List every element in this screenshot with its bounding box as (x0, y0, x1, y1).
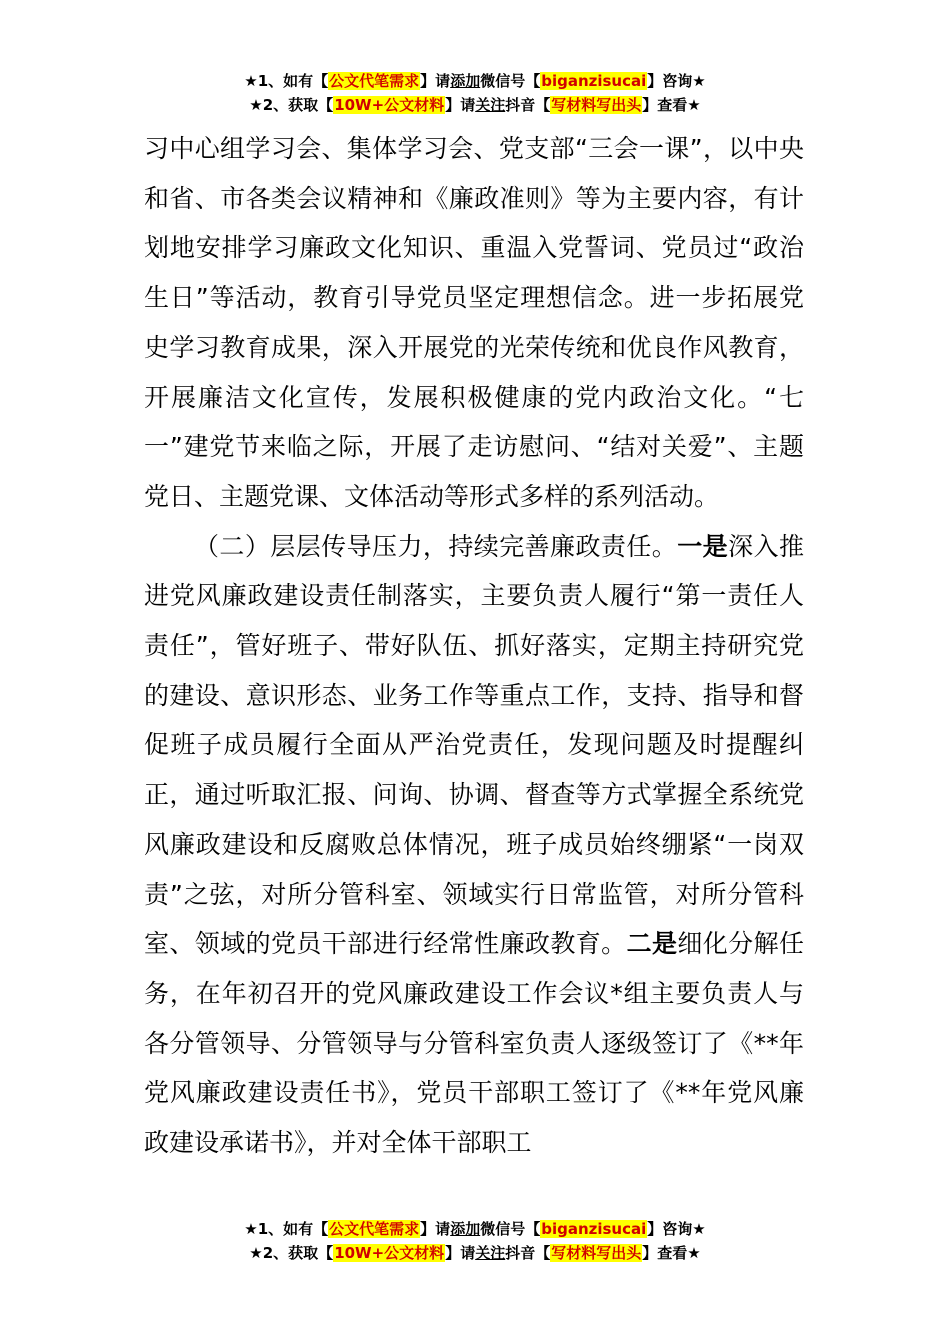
document-body (144, 124, 804, 1168)
item-marker: 一是 (677, 531, 729, 561)
banner-highlight: 公文代笔需求 (329, 72, 420, 90)
banner-highlight: 写材料写出头 (551, 96, 642, 114)
banner-line-2 (0, 93, 950, 117)
paragraph-1: 习中心组学习会、集体学习会、党支部“三会一课”，以中央和省、市各类会议精神和《廉政准则》等为主要内容，有计划地安排学习廉政文化知识、重温入党誓词、党员过“政治生日”等活动，教育引导党员坚定理想信念。进一步拓展党史学习教育成果，深入开展党的光荣传统和优良作风教育，开展廉洁文化宣传，发展积极健康的党内政治文化。“七一”建党节来临之际，开展了走访慰问、“结对关爱”、主题党日、主题党课、文体活动等形式多样的系列活动。 (144, 134, 804, 511)
banner-text: 抖音【 (505, 1244, 551, 1262)
banner-text: 】请 (445, 96, 476, 114)
item-marker: 二是 (626, 929, 678, 959)
banner-underline: 添加 (450, 72, 481, 90)
banner-text: 】请 (420, 72, 451, 90)
banner-text: 】咨询★ (647, 1220, 706, 1238)
footer-banner (0, 1217, 950, 1265)
banner-text: 微信号【 (480, 72, 541, 90)
paragraph-2 (144, 522, 804, 1168)
section-heading: （二）层层传导压力，持续完善廉政责任。 (194, 531, 678, 561)
banner-line-1 (0, 1217, 950, 1241)
banner-text: ★2、获取【 (249, 1244, 334, 1262)
header-banner (0, 69, 950, 117)
banner-highlight: 公文代笔需求 (329, 1220, 420, 1238)
banner-text: 微信号【 (480, 1220, 541, 1238)
banner-text: 】请 (420, 1220, 451, 1238)
banner-text: ★1、如有【 (244, 72, 329, 90)
banner-highlight: 10W+公文材料 (334, 96, 445, 114)
paragraph-text: 深入推进党风廉政建设责任制落实，主要负责人履行“第一责任人责任”，管好班子、带好队伍、抓好落实，定期主持研究党的建设、意识形态、业务工作等重点工作，支持、指导和督促班子成员履行全面从严治党责任，发现问题及时提醒纠正，通过听取汇报、问询、协调、督查等方式掌握全系统党风廉政建设和反腐败总体情况，班子成员始终绷紧“一岗双责”之弦，对所分管科室、领域实行日常监管，对所分管科室、领域的党员干部进行经常性廉政教育。 (144, 531, 804, 959)
paragraph-text: 细化分解任务，在年初召开的党风廉政建设工作会议*组主要负责人与各分管领导、分管领导与分管科室负责人逐级签订了《**年党风廉政建设责任书》，党员干部职工签订了《**年党风廉政建设承诺书》，并对全体干部职工 (144, 929, 804, 1158)
banner-text: 】请 (445, 1244, 476, 1262)
banner-text: 】查看★ (642, 96, 701, 114)
banner-text: 抖音【 (505, 96, 551, 114)
banner-underline: 关注 (475, 96, 506, 114)
banner-text: ★2、获取【 (249, 96, 334, 114)
banner-text: 】查看★ (642, 1244, 701, 1262)
banner-text: 】咨询★ (647, 72, 706, 90)
banner-highlight: biganzisucai (541, 72, 647, 90)
banner-line-1 (0, 69, 950, 93)
banner-highlight: 写材料写出头 (551, 1244, 642, 1262)
banner-text: ★1、如有【 (244, 1220, 329, 1238)
banner-underline: 添加 (450, 1220, 481, 1238)
banner-line-2 (0, 1241, 950, 1265)
banner-highlight: 10W+公文材料 (334, 1244, 445, 1262)
banner-underline: 关注 (475, 1244, 506, 1262)
banner-highlight: biganzisucai (541, 1220, 647, 1238)
